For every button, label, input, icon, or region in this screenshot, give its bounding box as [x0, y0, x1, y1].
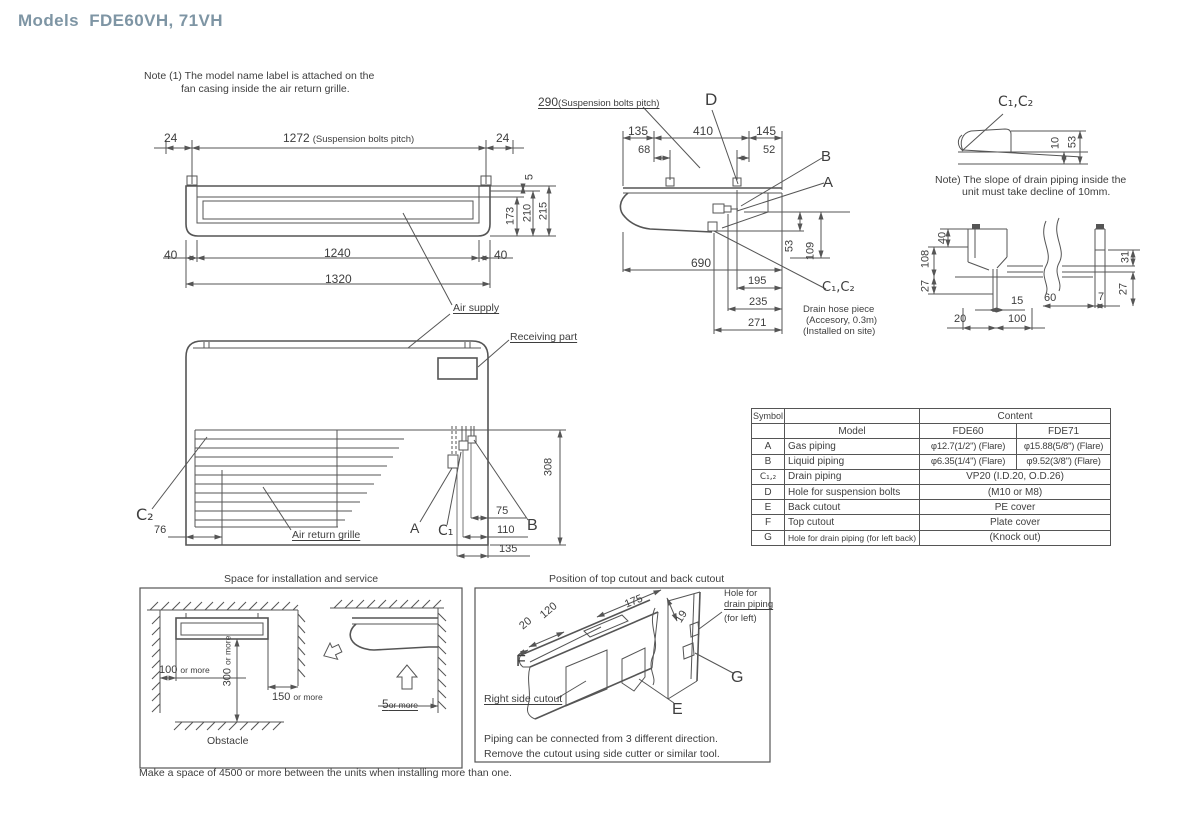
air-supply-label: Air supply	[453, 302, 500, 314]
install-dim-5-suffix: or more	[388, 700, 418, 710]
cutout-dim-120: 120	[537, 600, 560, 622]
dim-195: 195	[748, 275, 767, 287]
row-value: PE cover	[920, 500, 1111, 515]
install-dim-150-suffix: or more	[293, 692, 323, 702]
install-caption: Make a space of 4500 or more between the units when installing more than one.	[139, 767, 512, 779]
header-fde60: FDE60	[920, 424, 1017, 439]
drain-note-line1: Drain hose piece	[803, 304, 875, 315]
hanger-dim-31: 31	[1119, 250, 1132, 264]
install-dim-100-value: 100	[159, 664, 178, 676]
dim-690: 690	[691, 256, 712, 270]
row-fde71: φ9.52(3/8") (Flare)	[1017, 454, 1111, 469]
hole-drain-line2: drain piping	[724, 599, 774, 610]
dim-1320: 1320	[325, 272, 352, 286]
side-view-drawing	[620, 107, 850, 334]
cutout-box-title: Position of top cutout and back cutout	[549, 573, 725, 585]
hanger-dim-40: 40	[936, 231, 949, 245]
hole-drain-line1: Hole for	[724, 588, 758, 599]
label-d: D	[705, 90, 718, 109]
slope-note-line1: Note) The slope of drain piping inside the	[935, 174, 1127, 186]
row-item: Drain piping	[785, 469, 920, 484]
dim-1272-value: 1272	[283, 131, 310, 145]
unit-label-b: B	[527, 517, 538, 534]
header-empty-2	[752, 424, 785, 439]
row-symbol: B	[752, 454, 785, 469]
row-symbol: D	[752, 484, 785, 499]
drain-note-line2: (Accesory, 0.3m)	[806, 315, 878, 326]
dim-40-left: 40	[164, 248, 178, 262]
header-empty	[785, 409, 920, 424]
row-item: Gas piping	[785, 439, 920, 454]
dim-235: 235	[749, 296, 768, 308]
hanger-dim-20: 20	[954, 313, 967, 325]
cutout-caption-line2: Remove the cutout using side cutter or similar tool.	[484, 748, 720, 760]
hanger-dim-15: 15	[1011, 295, 1024, 307]
row-value: VP20 (I.D.20, O.D.26)	[920, 469, 1111, 484]
row-fde60: φ6.35(1/4") (Flare)	[920, 454, 1017, 469]
install-dim-5-value: 5	[382, 697, 389, 711]
dim-76: 76	[154, 524, 167, 536]
install-dim-300	[222, 636, 235, 687]
dim-308: 308	[542, 457, 555, 477]
row-symbol: A	[752, 439, 785, 454]
table-row	[752, 515, 1111, 530]
row-item: Top cutout	[785, 515, 920, 530]
note1-line1: Note (1) The model name label is attached on the	[144, 70, 375, 82]
slope-dim-53: 53	[1066, 135, 1079, 149]
hanger-dim-27-left: 27	[919, 279, 932, 293]
table-row	[752, 454, 1111, 469]
slope-label-c1c2: C₁,C₂	[998, 94, 1034, 110]
table-row	[752, 439, 1111, 454]
table-header-row-2	[752, 424, 1111, 439]
hanger-dim-100: 100	[1008, 313, 1027, 325]
dim-52: 52	[763, 144, 776, 156]
dim-135: 135	[628, 124, 649, 138]
dim-53: 53	[783, 239, 796, 253]
table-row	[752, 530, 1111, 545]
spec-table	[751, 408, 1111, 546]
table-row	[752, 469, 1111, 484]
dim-40-right: 40	[494, 248, 508, 262]
dim-24-right: 24	[496, 131, 510, 145]
dim-290	[538, 95, 659, 110]
row-item: Liquid piping	[785, 454, 920, 469]
row-symbol: G	[752, 530, 785, 545]
label-b: B	[821, 148, 832, 165]
dim-145: 145	[756, 124, 777, 138]
header-fde71: FDE71	[1017, 424, 1111, 439]
drain-note-line3: (Installed on site)	[803, 326, 876, 337]
cutout-label-f: F	[516, 653, 526, 670]
table-row	[752, 500, 1111, 515]
row-value: (Knock out)	[920, 530, 1111, 545]
unit-label-a: A	[410, 520, 420, 536]
cutout-label-e: E	[672, 701, 683, 718]
row-item: Hole for suspension bolts	[785, 484, 920, 499]
dim-1272	[283, 131, 414, 146]
hole-drain-line3: (for left)	[724, 613, 757, 624]
hanger-dim-60: 60	[1044, 292, 1057, 304]
row-value: Plate cover	[920, 515, 1111, 530]
row-fde71: φ15.88(5/8") (Flare)	[1017, 439, 1111, 454]
install-dim-300-value: 300	[221, 668, 234, 687]
slope-dim-10: 10	[1049, 136, 1062, 150]
note1-line2: fan casing inside the air return grille.	[181, 83, 350, 95]
cutout-label-g: G	[731, 669, 744, 686]
dim-290-value: 290	[538, 95, 559, 109]
page-title: Models FDE60VH, 71VH	[18, 11, 223, 30]
header-model: Model	[785, 424, 920, 439]
table-row	[752, 484, 1111, 499]
label-c2: C₂	[136, 505, 154, 524]
install-dim-100	[159, 664, 210, 677]
dim-135-unit: 135	[499, 543, 518, 555]
cutout-dim-19: 19	[673, 608, 690, 626]
dim-75: 75	[496, 505, 509, 517]
dim-1240: 1240	[324, 246, 351, 260]
hanger-dim-108: 108	[919, 249, 932, 269]
dim-68: 68	[638, 144, 651, 156]
install-box-title: Space for installation and service	[224, 573, 379, 585]
row-item: Hole for drain piping (for left back)	[785, 530, 920, 545]
install-dim-300-suffix: or more	[222, 635, 233, 665]
row-fde60: φ12.7(1/2") (Flare)	[920, 439, 1017, 454]
dim-173: 173	[504, 206, 517, 226]
dim-110: 110	[497, 524, 515, 536]
install-box-drawing	[140, 588, 462, 768]
cutout-dim-20: 20	[517, 615, 535, 633]
dim-290-suffix: (Suspension bolts pitch)	[558, 98, 660, 109]
cutout-caption-line1: Piping can be connected from 3 different direction.	[484, 733, 718, 745]
install-dim-150-value: 150	[272, 691, 291, 703]
dim-271: 271	[748, 317, 767, 329]
row-item: Back cutout	[785, 500, 920, 515]
row-symbol: F	[752, 515, 785, 530]
dim-5: 5	[523, 173, 536, 181]
air-return-grille-label: Air return grille	[292, 529, 361, 541]
install-dim-150	[272, 691, 323, 704]
dim-215: 215	[537, 201, 550, 221]
install-dim-5	[382, 697, 418, 712]
install-dim-100-suffix: or more	[180, 665, 210, 675]
row-value: (M10 or M8)	[920, 484, 1111, 499]
unit-label-c1: C₁	[438, 523, 454, 539]
row-symbol: E	[752, 500, 785, 515]
row-symbol: C₁,₂	[752, 469, 785, 484]
dim-410: 410	[693, 124, 714, 138]
label-c1c2: C₁,C₂	[822, 280, 855, 295]
front-view-drawing	[154, 140, 556, 348]
dim-24-left: 24	[164, 131, 178, 145]
receiving-part-label: Receiving part	[510, 331, 578, 343]
hanger-dim-27-right: 27	[1117, 282, 1130, 296]
dim-109: 109	[804, 241, 817, 261]
obstacle-label: Obstacle	[207, 735, 249, 747]
dim-1272-suffix: (Suspension bolts pitch)	[312, 134, 415, 145]
slope-note-line2: unit must take decline of 10mm.	[962, 186, 1111, 198]
header-content: Content	[920, 409, 1111, 424]
label-a: A	[823, 174, 834, 191]
header-symbol: Symbol	[752, 409, 785, 424]
hanger-dim-7: 7	[1098, 291, 1105, 303]
cutout-dim-175: 175	[623, 592, 645, 611]
table-header-row-1	[752, 409, 1111, 424]
right-side-cutout-label: Right side cutout	[484, 693, 563, 705]
dim-210: 210	[521, 203, 534, 223]
